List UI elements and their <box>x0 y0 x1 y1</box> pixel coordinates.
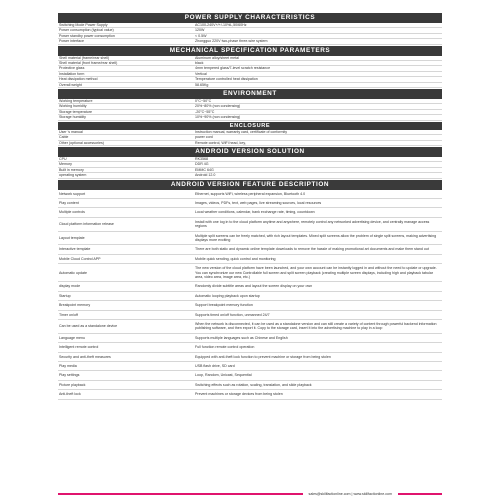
row-value: Randomly divide subtitle areas and layout the screen display on your own <box>195 284 313 289</box>
row-value: Images, videos, PDFs, text, web pages, live streaming sources, local resources <box>195 200 322 205</box>
row-label: Automatic update <box>59 270 87 275</box>
row-value: DDR 4G <box>195 162 209 167</box>
row-value: 120W <box>195 28 205 33</box>
row-label: Layout template <box>59 235 85 240</box>
table-row <box>58 208 442 217</box>
row-label: Play media <box>59 364 77 369</box>
row-value: 10%~90% (non condensing) <box>195 115 241 120</box>
row-value: Mobile quick sending, quick control and monitoring <box>195 256 276 261</box>
row-value: power cord <box>195 135 213 140</box>
table-row <box>58 218 442 232</box>
row-label: Shell material (frame/rear shell) <box>59 55 110 60</box>
power-section-header: POWER SUPPLY CHARACTERISTICS <box>58 13 442 23</box>
row-value: Zhongguo 220V two-phase three-wire system <box>195 39 268 44</box>
enclosure-section-header: ENCLOSURE <box>58 122 442 130</box>
footer-accent-bar-right <box>398 493 442 495</box>
row-value: Multiple split screens can be freely matched, with rich layout templates. Mixed split screens allow the problem of single split screens, making advertising displays more exciting <box>195 233 437 242</box>
enclosure-table <box>58 130 442 146</box>
row-label: Storage temperature <box>59 109 92 114</box>
environment-table <box>58 99 442 121</box>
row-value: EMMC 64G <box>195 167 214 172</box>
table-row <box>58 255 442 264</box>
row-value: Switching effects such as rotation, scaling, translation, and slide playback <box>195 382 312 387</box>
row-value: Local weather conditions, calendar, bank exchange rate, timing, countdown <box>195 210 315 215</box>
android-section-header: ANDROID VERSION SOLUTION <box>58 147 442 157</box>
row-label: Network support <box>59 191 86 196</box>
table-row <box>58 199 442 208</box>
row-value: 4mm tempered glass/7-level scratch resistance <box>195 66 271 71</box>
table-row <box>58 353 442 362</box>
row-label: Power standby power consumption <box>59 33 115 38</box>
row-label: Protective glass <box>59 66 85 71</box>
footer-contact: sales@skillfactionline.com | www.skillfactionline.com <box>308 492 392 496</box>
row-label: Overall weight <box>59 82 82 87</box>
row-value: Automatic looping playback upon startup <box>195 293 260 298</box>
row-value: black <box>195 61 204 66</box>
row-label: Can be used as a standalone device <box>59 324 118 329</box>
row-label: Cable <box>59 135 69 140</box>
mechanical-table <box>58 56 442 88</box>
table-row <box>58 301 442 310</box>
row-value: The new version of the cloud platform have been launched, and your own account can be instantly logged in and without the need to update or upgrade. You can synchronize our new Controllable full screen and split screen playback (creating multiple screen displays, including high and playback tabular area, video area, image area, etc.) <box>195 266 437 279</box>
row-label: Memory <box>59 162 72 167</box>
row-value: RK3568 <box>195 156 208 161</box>
table-row <box>58 173 442 178</box>
table-row <box>58 381 442 390</box>
row-label: Security and anti-theft measures <box>59 354 111 359</box>
footer-accent-bar-left <box>58 493 303 495</box>
row-value: Supports multiple languages such as Chinese and English <box>195 335 288 340</box>
table-row <box>58 371 442 380</box>
row-label: Picture playback <box>59 382 86 387</box>
row-label: Language menu <box>59 335 85 340</box>
row-label: Multiple controls <box>59 210 85 215</box>
row-label: Mobile Cloud Control APP <box>59 256 101 261</box>
table-row <box>58 115 442 120</box>
row-value: Support breakpoint memory function <box>195 303 253 308</box>
row-value: 0°C~50°C <box>195 99 212 104</box>
row-label: operating system <box>59 173 87 178</box>
table-row <box>58 141 442 146</box>
row-value: Remote control, WiFi head, key, <box>195 140 246 145</box>
row-label: Working humidity <box>59 104 87 109</box>
row-label: Power interface <box>59 39 84 44</box>
mechanical-section-header: MECHANICAL SPECIFICATION PARAMETERS <box>58 46 442 56</box>
table-row <box>58 320 442 334</box>
table-row <box>58 264 442 282</box>
row-label: display mode <box>59 284 81 289</box>
features-section-header: ANDROID VERSION FEATURE DESCRIPTION <box>58 180 442 190</box>
row-label: Heat dissipation method <box>59 77 98 82</box>
row-label: Switching Mode Power Supply <box>59 23 108 27</box>
row-label: Power consumption (typical value) <box>59 28 114 33</box>
row-value: Vertical <box>195 71 207 76</box>
spec-sheet <box>58 12 442 400</box>
row-label: Intelligent remote control <box>59 345 99 350</box>
table-row <box>58 311 442 320</box>
table-row <box>58 245 442 254</box>
row-value: Loop, Random, Unicast, Sequential <box>195 373 252 378</box>
table-row <box>58 390 442 399</box>
environment-section-header: ENVIRONMENT <box>58 89 442 99</box>
row-label: Timer on/off <box>59 312 78 317</box>
table-row <box>58 282 442 291</box>
row-value: When the network is disconnected, it can be used as a standalone version and can still create a variety of content through powerful backend information publishing software, and then export it. Copy to the storage card, insert it into the advertising machine to play in a loop <box>195 322 437 331</box>
footer <box>58 491 442 497</box>
row-label: Shell material (front frame/rear shell) <box>59 61 118 66</box>
row-label: Built in memory <box>59 167 84 172</box>
row-value: AC100-240V+/+/-10%L,50/60Hz <box>195 23 247 27</box>
row-value: USB flash drive, SD card <box>195 364 235 369</box>
row-value: Ethernet, supports WiFi, wireless peripheral expansion, Bluetooth 4.0 <box>195 191 306 196</box>
row-label: Interactive template <box>59 247 91 252</box>
table-row <box>58 334 442 343</box>
row-value: Full function remote control operation <box>195 345 255 350</box>
row-value: 58.65Kg <box>195 82 209 87</box>
row-label: CPU <box>59 156 67 161</box>
row-label: Working temperature <box>59 99 93 104</box>
row-label: Startup <box>59 293 71 298</box>
row-label: Installation form <box>59 71 85 76</box>
row-value: There are both static and dynamic online template downloads to remove the hassle of making promotional art documents and make them stand out <box>195 247 429 252</box>
table-row <box>58 83 442 88</box>
row-label: Play settings <box>59 373 80 378</box>
table-row <box>58 39 442 44</box>
android-table <box>58 157 442 179</box>
row-label: Play content <box>59 200 79 205</box>
row-value: Instruction manual, warranty card, certificate of conformity <box>195 129 288 134</box>
row-label: Other (optional accessories) <box>59 140 104 145</box>
row-label: User 's manual <box>59 129 83 134</box>
table-row <box>58 190 442 199</box>
table-row <box>58 362 442 371</box>
row-value: Equipped with anti-theft lock function to prevent machine or storage from being stolen <box>195 354 331 359</box>
row-label: Breakpoint memory <box>59 303 91 308</box>
table-row <box>58 343 442 352</box>
row-value: Prevent machines or storage devices from being stolen <box>195 392 283 397</box>
row-value: < 0.5W <box>195 33 207 38</box>
row-label: Storage humidity <box>59 115 86 120</box>
row-value: Supports timed on/off function, unmanned 24/7 <box>195 312 270 317</box>
row-value: 20%~80% (non condensing) <box>195 104 241 109</box>
row-value: Android 12.0 <box>195 173 216 178</box>
row-value: Temperature controlled heat dissipation <box>195 77 258 82</box>
power-table <box>58 23 442 45</box>
table-row <box>58 292 442 301</box>
table-row <box>58 232 442 246</box>
row-label: Anti-theft lock <box>59 392 81 397</box>
row-value: -20°C~55°C <box>195 109 215 114</box>
row-value: Install with one log in to the cloud platform anytime and anywhere, remotely control any networked advertising device, and centrally manage access regions <box>195 219 430 229</box>
row-value: Aluminum alloy/sheet metal <box>195 55 239 60</box>
row-label: Cloud platform information release <box>59 221 114 226</box>
features-table <box>58 190 442 400</box>
